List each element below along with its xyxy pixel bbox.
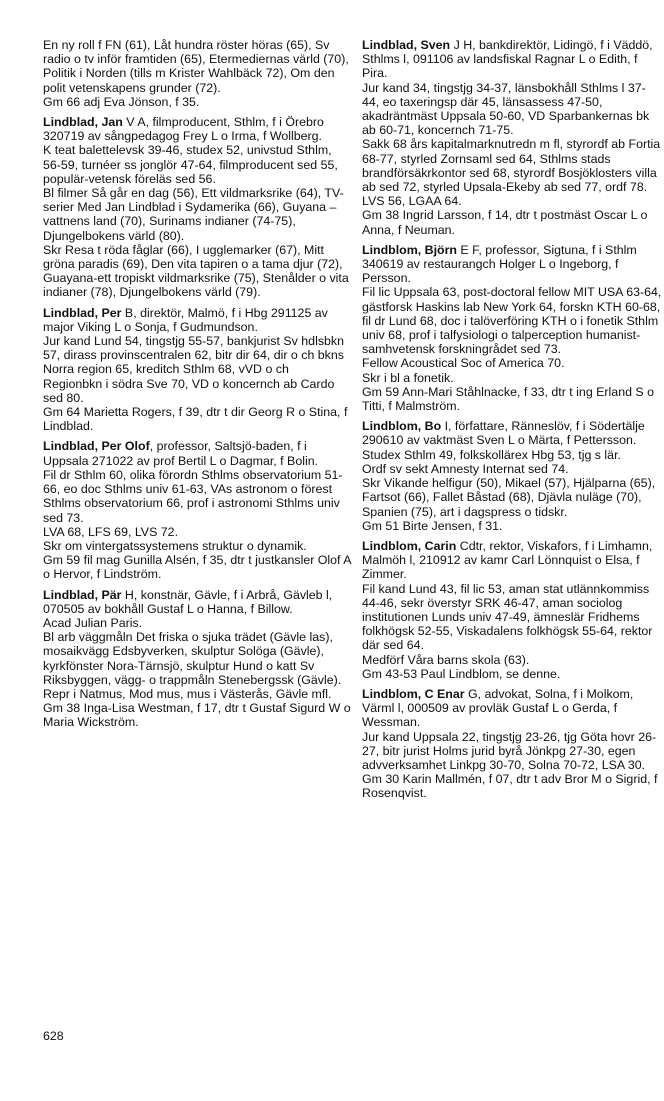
entry-text: Skr Vikande helfigur (50), Mikael (57), Hjälparna (65), Fartsot (66), Fallet Båstad (68), Djävla nuläge (70), Spanien (75), art i dagspress o tidskr. — [362, 476, 656, 519]
entry-text: Jur kand 34, tingstjg 34-37, länsbokhåll Sthlms l 37-44, eo taxeringsp där 45, länsassess 47-50, akadräntmäst Uppsala 50-60, VD Sparbankernas bk ab 60-71, koncernch 71-75. — [362, 80, 650, 138]
entry-intro: , professor, Saltsjö-baden, f i Uppsala 271022 av prof Bertil L o Dagmar, f Bolin. — [43, 439, 319, 468]
entry-name: Lindblom, Björn — [362, 242, 457, 257]
entry-name: Lindblad, Pär — [43, 587, 122, 602]
entry-name: Lindblom, C Enar — [362, 686, 465, 701]
left-column — [43, 38, 351, 736]
biography-entry — [362, 687, 662, 801]
entry-text: Fil dr Sthlm 60, olika förordn Sthlms observatorium 51-66, eo doc Sthlms univ 61-63, VAs astronom o förest Sthlms observatorium 66, prof i astronomi Sthlms univ sed 73. — [43, 467, 343, 525]
biography-entry — [43, 439, 351, 581]
entry-heading — [362, 687, 662, 730]
entry-text: Skr Resa t röda fåglar (66), I ugglemarker (67), Mitt gröna paradis (69), Den vita tapiren o a tama djur (72), Guayana-ett tropiskt vildmarksrike (75), Stenålder o vita indianer (78), Djungelbokens värld (79). — [43, 242, 349, 300]
entry-text: Studex Sthlm 49, folkskollärex Hbg 53, tjg s lär. — [362, 447, 621, 462]
entry-text: Fil kand Lund 43, fil lic 53, aman stat utlännkommiss 44-46, sekr överstyr SRK 46-47, aman sociolog institutionen Lunds univ 47-49, ämneslär Fridhems folkhögsk 52-55, Viskadalens folkhögsk 55-64, rektor där sed 64. — [362, 581, 653, 653]
entry-text: En ny roll f FN (61), Låt hundra röster höras (65), Sv radio o tv inför framtiden (65), Etermediernas värld (70), Politik i Norden (tills m Krister Wahlbäck 72), Om den polit vetenskapens grunder (72). — [43, 38, 349, 95]
entry-text: Fil lic Uppsala 63, post-doctoral fellow MIT USA 63-64, gästforsk Haskins lab New York 64, forskn KTH 60-68, fil dr Lund 68, doc i talöverföring KTH o i fonetik Sthlm univ 68, prof i talfysiologi o talperception humanist-samhvetensk forskningrådet sed 73. — [362, 285, 662, 357]
entry-text: Skr i bl a fonetik. — [362, 370, 454, 385]
biography-entry — [362, 243, 662, 413]
biography-entry — [362, 38, 662, 237]
entry-text: Jur kand Lund 54, tingstjg 55-57, bankjurist Sv hdlsbkn 57, dirass provinscentralen 62, bitr dir 64, dir o ch bkns Norra region 65, kreditch Sthlm 68, vVD o ch Regionbkn i södra Sve 70, VD o koncernch ab Cardo sed 80. — [43, 334, 344, 405]
entry-text: LVS 56, LGAA 64. — [362, 194, 462, 209]
entry-name: Lindblom, Carin — [362, 538, 457, 553]
biography-entry — [43, 38, 351, 109]
entry-heading — [43, 439, 351, 467]
biography-entry — [43, 115, 351, 300]
biography-entry — [362, 539, 662, 681]
entry-heading — [43, 115, 351, 143]
entry-text: Bl arb väggmåln Det friska o sjuka trädet (Gävle las), mosaikvägg Edsbyverken, skulptur Solöga (Gävle), kyrkfönster Nora-Tärnsjö, skulptur Hund o katt Sv Riksbyggen, vägg- o trappmåln Stenebergssk (Gävle). — [43, 630, 342, 687]
entry-heading — [43, 588, 351, 616]
entry-intro: G, advokat, Solna, f i Molkom, Värml l, 000509 av provläk Gustaf L o Gerda, f Wessman. — [362, 686, 634, 730]
entry-text: Jur kand Uppsala 22, tingstjg 23-26, tjg Göta hovr 26-27, bitr jurist Holms jurid byrå Jönkpg 27-30, egen advverksamhet Linkpg 30-70, Solna 70-72, LSA 30. — [362, 729, 657, 772]
entry-text: Gm 59 Ann-Mari Ståhlnacke, f 33, dtr t ing Erland S o Titti, f Malmström. — [362, 384, 655, 414]
entry-intro: E F, professor, Sigtuna, f i Sthlm 340619 av restaurangch Holger L o Ingeborg, f Persson. — [362, 242, 637, 286]
entry-text: Medförf Våra barns skola (63). — [362, 652, 530, 667]
entry-intro: V A, filmproducent, Sthlm, f i Örebro 320719 av sångpedagog Frey L o Irma, f Wollberg. — [43, 115, 324, 144]
page-number: 628 — [43, 1029, 64, 1043]
right-column — [362, 38, 662, 807]
entry-text: Ordf sv sekt Amnesty Internat sed 74. — [362, 461, 569, 476]
entry-intro: H, konstnär, Gävle, f i Arbrå, Gävleb l, 070505 av bokhåll Gustaf L o Hanna, f Billow. — [43, 587, 333, 616]
entry-text: Acad Julian Paris. — [43, 615, 143, 630]
entry-heading — [362, 539, 662, 582]
entry-intro: B, direktör, Malmö, f i Hbg 291125 av major Viking L o Sonja, f Gudmundson. — [43, 305, 328, 334]
entry-name: Lindblad, Sven — [362, 38, 451, 52]
entry-text: K teat balettelevsk 39-46, studex 52, univstud Sthlm, 56-59, turnéer ss jonglör 47-64, filmproducent sed 55, populär-vetensk föreläs sed 56. — [43, 143, 338, 186]
biography-entry — [43, 306, 351, 434]
entry-intro: J H, bankdirektör, Lidingö, f i Väddö, Sthlms l, 091106 av landsfiskal Ragnar L o Edith, f Pira. — [362, 38, 653, 81]
entry-intro: I, författare, Ränneslöv, f i Södertälje 290610 av vaktmäst Sven L o Märta, f Pettersson. — [362, 419, 645, 448]
entry-text: LVA 68, LFS 69, LVS 72. — [43, 524, 179, 539]
entry-text: Gm 38 Inga-Lisa Westman, f 17, dtr t Gustaf Sigurd W o Maria Wickström. — [43, 701, 351, 730]
entry-name: Lindblom, Bo — [362, 419, 442, 434]
entry-text: Gm 38 Ingrid Larsson, f 14, dtr t postmäst Oscar L o Anna, f Neuman. — [362, 208, 648, 237]
biography-entry — [43, 588, 351, 730]
biography-entry — [362, 419, 662, 533]
entry-text: Sakk 68 års kapitalmarknutredn m fl, styrordf ab Fortia 68-77, styrled Zornsaml sed 64, Sthlms stads brandförsäkrkontor sed 68, styrordf Bosjöklosters villa ab sed 72, styrled Upsala-Ekeby ab sed 77, ordf 78. — [362, 137, 661, 195]
entry-text: Gm 43-53 Paul Lindblom, se denne. — [362, 666, 561, 681]
entry-intro: Cdtr, rektor, Viskafors, f i Limhamn, Malmöh l, 210912 av kamr Carl Lönnquist o Elsa, f Zimmer. — [362, 538, 653, 582]
entry-text: Repr i Natmus, Mod mus, mus i Västerås, Gävle mfl. — [43, 686, 332, 701]
entry-name: Lindblad, Jan — [43, 115, 123, 130]
entry-name: Lindblad, Per Olof — [43, 439, 150, 454]
entry-text: Gm 59 fil mag Gunilla Alsén, f 35, dtr t justkansler Olof A o Hervor, f Lindström. — [43, 553, 351, 582]
entry-heading — [362, 243, 662, 286]
entry-text: Bl filmer Så går en dag (56), Ett vildmarksrike (64), TV-serier Med Jan Lindblad i Sydamerika (66), Guyana – vattnens land (70), Surinams indianer (74-75), Djungelbokens värld (80). — [43, 186, 344, 243]
entry-text: Skr om vintergatssystemens struktur o dynamik. — [43, 538, 307, 553]
entry-name: Lindblad, Per — [43, 305, 122, 320]
entry-text: Gm 64 Marietta Rogers, f 39, dtr t dir Georg R o Stina, f Lindblad. — [43, 405, 348, 434]
entry-text: Fellow Acoustical Soc of America 70. — [362, 356, 565, 371]
entry-text: Gm 30 Karin Mallmén, f 07, dtr t adv Bror M o Sigrid, f Rosenqvist. — [362, 772, 658, 801]
entry-heading — [362, 419, 662, 447]
entry-text: Gm 66 adj Eva Jönson, f 35. — [43, 94, 200, 109]
entry-heading — [43, 306, 351, 334]
entry-text: Gm 51 Birte Jensen, f 31. — [362, 518, 503, 533]
entry-heading — [362, 38, 662, 81]
